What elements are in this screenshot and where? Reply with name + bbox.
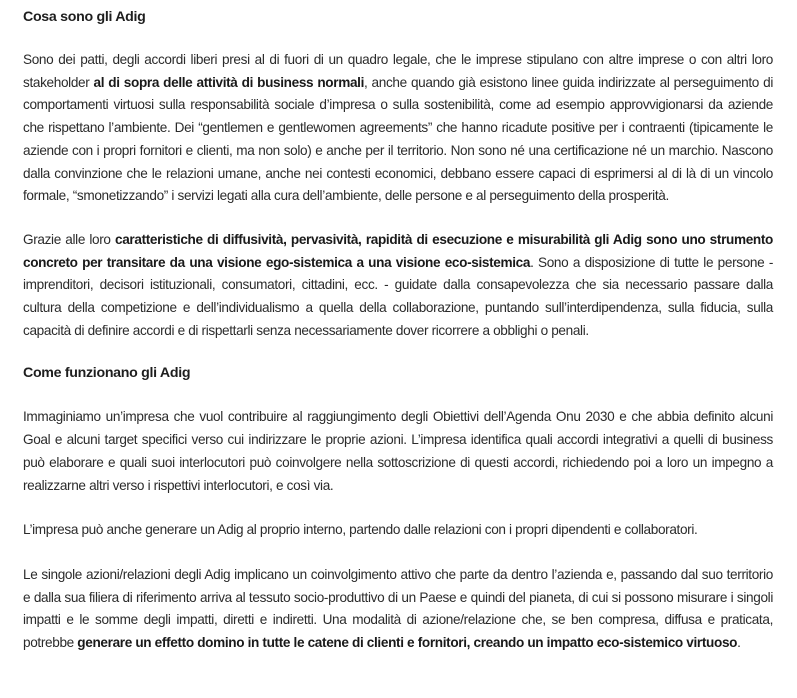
paragraph-text: Le singole azioni/relazioni degli Adig implicano un coinvolgimento attivo che parte da dentro l’azienda e, passando dal suo territorio e dalla sua filiera di riferimento arriva al tessuto socio-produttivo di un Paese e quindi del pianeta, di cui si possono misurare i singoli impatti e le somme degli impatti, diretti e indiretti. Una modalità di azione/relazione che, se ben compresa, diffusa e praticata, potrebbe — [23, 566, 773, 651]
paragraph-text: . Sono a disposizione di tutte le persone - imprenditori, decisori istituzionali, consumatori, cittadini, ecc. - guidate dalla consapevolezza che sia necessario passare dalla cultura della competizione e dell’individualismo a quella della collaborazione, puntando sull’interdipendenza, sulla fiducia, sulla capacità di definire accordi e di rispettarli senza necessariamente dover ricorrere a obblighi o penali. — [23, 254, 774, 338]
bold-text: caratteristiche di diffusività, pervasività, rapidità di esecuzione e misurabilità gli Adig sono uno strumento concreto per transitare da una visione ego-sistemica a una visione eco-sistemica — [23, 231, 773, 270]
paragraph-text: , anche quando già esistono linee guida indirizzate al perseguimento di comportamenti virtuosi sulla responsabilità sociale d’impresa o sulla sostenibilità, come ad esempio approvvigionarsi da aziende che rispettano l’ambiente. Dei “gentlemen e gentlewomen agreements” che hanno ricadute positive per i contraenti (tipicamente le aziende con i propri fornitori e clienti, ma non solo) e anche per il territorio. Non sono né una certificazione né un marchio. Nascono dalla convinzione che le relazioni umane, anche nei contesti economici, debbano essere capaci di esprimersi al di là di un vincolo formale, “smonetizzando” i servizi legati alla cura dell’ambiente, delle persone e al perseguimento della prosperità. — [23, 74, 773, 204]
paragraph-example: Immaginiamo un’impresa che vuol contribuire al raggiungimento degli Obiettivi dell’Agenda Onu 2030 e che abbia definito alcuni Goal e alcuni target specifici verso cui indirizzare le proprie azioni. L’impresa identifica quali accordi integrativi a quelli di business può elaborare e quali suoi interlocutori può coinvolgere nella sottoscrizione di questi accordi, richiedendo poi a loro un impegno a realizzarne altri verso i rispettivi interlocutori, e così via. — [23, 409, 773, 493]
paragraph-text: . — [737, 635, 741, 651]
section-heading-what-are-adig: Cosa sono gli Adig — [23, 9, 146, 25]
paragraph-text: Sono dei patti, degli accordi liberi presi al di fuori di un quadro legale, che le imprese stipulano con altre imprese o con altri loro stakeholder — [23, 52, 773, 90]
paragraph-characteristics — [23, 229, 773, 343]
bold-text: generare un effetto domino in tutte le catene di clienti e fornitori, creando un impatto eco-sistemico virtuoso — [77, 635, 738, 651]
paragraph-impact — [23, 564, 773, 655]
section-heading-how-adig-work: Come funzionano gli Adig — [23, 365, 191, 382]
paragraph-text: Grazie alle loro — [23, 231, 115, 247]
bold-text: al di sopra delle attività di business normali — [93, 74, 365, 90]
article-body — [23, 0, 773, 655]
paragraph-internal-adig: L’impresa può anche generare un Adig al proprio interno, partendo dalle relazioni con i propri dipendenti e collaboratori. — [23, 522, 698, 538]
paragraph-definition — [23, 49, 773, 208]
